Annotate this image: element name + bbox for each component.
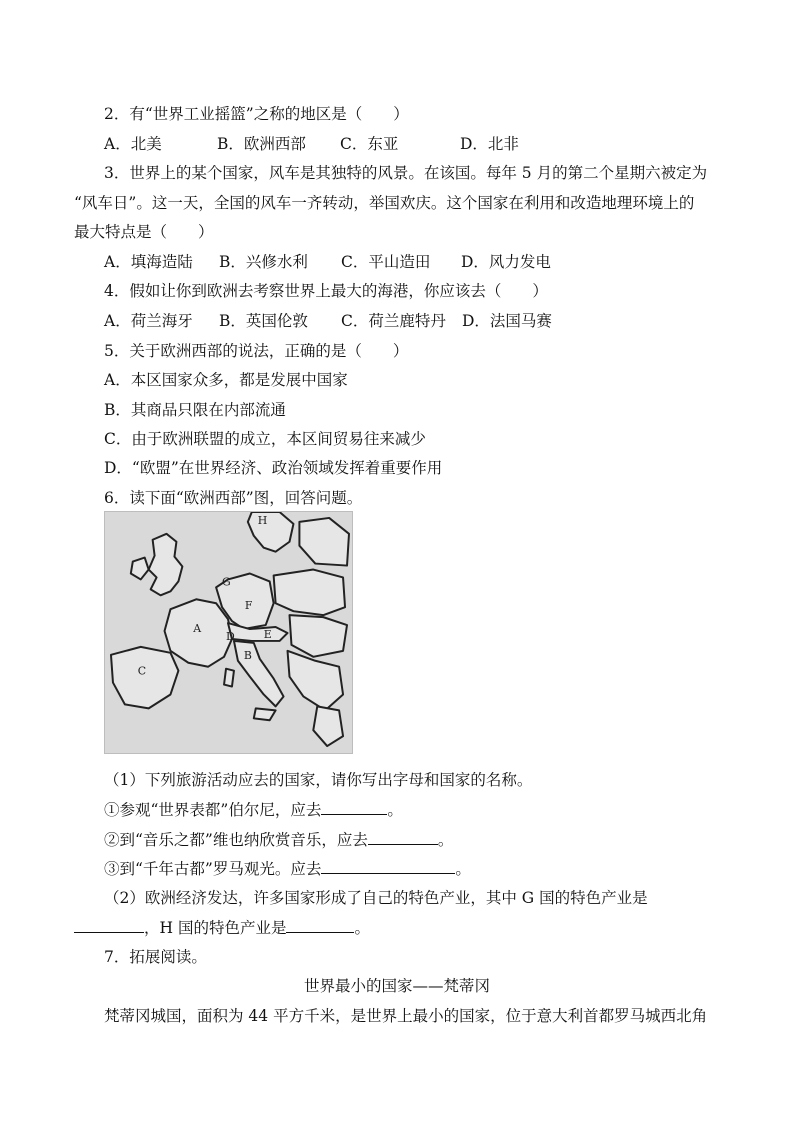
q2-option-b: B．欧洲西部 [217, 135, 306, 153]
q2-option-d: D．北非 [460, 135, 519, 153]
map-ireland [131, 558, 149, 580]
q6-item2-blank[interactable] [368, 829, 438, 845]
q6-sub2-line1: （2）欧洲经济发达，许多国家形成了自己的特色产业，其中 G 国的特色产业是 [104, 889, 648, 907]
q6-item2 [104, 829, 453, 851]
map-balkans [288, 651, 344, 711]
q5-option-c: C．由于欧洲联盟的成立，本区间贸易往来减少 [104, 430, 426, 448]
map-island-corsica [224, 669, 234, 687]
q4-stem: 4．假如让你到欧洲去考察世界上最大的海港，你应该去（ ） [104, 282, 548, 300]
map-scandinavia [248, 512, 294, 552]
q6-sub2-line2 [74, 917, 370, 939]
q5-option-d: D．“欧盟”在世界经济、政治领域发挥着重要作用 [104, 459, 443, 477]
map-label-h: H [257, 513, 268, 527]
map-island-sicily [254, 708, 276, 720]
map-east-north [274, 570, 345, 616]
q6-item1-text: ①参观“世界表都”伯尔尼，应去 [104, 801, 322, 819]
q6-item3-period: 。 [455, 860, 471, 878]
q6-item2-period: 。 [437, 831, 454, 849]
q6-sub1: （1）下列旅游活动应去的国家，请你写出字母和国家的名称。 [104, 771, 533, 789]
q6-sub2-mid: ，H 国的特色产业是 [144, 919, 287, 937]
q6-item2-text: ②到“音乐之都”维也纳欣赏音乐，应去 [104, 831, 368, 849]
q3-stem-line3: 最大特点是（ ） [74, 223, 214, 241]
map-figure [105, 512, 352, 753]
map-country-b [234, 641, 284, 706]
q3-options [104, 251, 551, 273]
q5-option-a: A．本区国家众多，都是发展中国家 [104, 371, 348, 389]
q6-item1-blank[interactable] [321, 799, 387, 815]
q6-item1 [104, 799, 403, 821]
q3-option-a: A．填海造陆 [104, 253, 193, 271]
q7-title: 世界最小的国家——梵蒂冈 [303, 977, 490, 995]
q5-option-b: B．其商品只限在内部流通 [104, 401, 286, 419]
q6-stem: 6．读下面“欧洲西部”图，回答问题。 [104, 489, 363, 507]
q3-option-b: B．兴修水利 [219, 253, 308, 271]
q4-option-a: A．荷兰海牙 [104, 312, 193, 330]
q2-options [104, 133, 519, 155]
q4-option-b: B．英国伦敦 [219, 312, 308, 330]
q3-option-c: C．平山造田 [341, 253, 431, 271]
q3-stem-line2: “风车日”。这一天，全国的风车一齐转动，举国欢庆。这个国家在利用和改造地理环境上的 [74, 194, 695, 212]
q4-option-c: C．荷兰鹿特丹 [341, 312, 446, 330]
map-label-b: B [243, 648, 252, 662]
map-label-f: F [244, 599, 253, 613]
western-europe-map [104, 511, 353, 754]
q6-item1-period: 。 [387, 801, 403, 819]
map-label-e: E [263, 627, 272, 641]
q6-item3 [104, 858, 471, 880]
q6-sub2-period: 。 [354, 919, 370, 937]
q3-option-d: D．风力发电 [461, 253, 551, 271]
map-label-d: D [226, 629, 235, 643]
q4-options [104, 310, 552, 332]
q7-stem: 7．拓展阅读。 [104, 948, 207, 966]
q6-item3-blank[interactable] [321, 858, 455, 874]
q7-text: 梵蒂冈城国，面积为 44 平方千米，是世界上最小的国家，位于意大利首都罗马城西北角 [104, 1007, 708, 1025]
q6-sub2-blank-g[interactable] [74, 917, 144, 933]
q6-sub2-blank-h[interactable] [286, 917, 354, 933]
q4-option-d: D．法国马赛 [462, 312, 552, 330]
q3-stem-line1: 3．世界上的某个国家，风车是其独特的风景。在该国。每年 5 月的第二个星期六被定为 [104, 164, 708, 182]
map-label-g: G [222, 575, 231, 589]
q2-option-c: C．东亚 [340, 135, 399, 153]
map-greece [313, 706, 343, 746]
map-britain [149, 534, 183, 595]
q5-stem: 5．关于欧洲西部的说法，正确的是（ ） [104, 342, 409, 360]
map-baltic [299, 518, 349, 566]
map-label-c: C [137, 664, 147, 678]
q6-item3-text: ③到“千年古都”罗马观光。应去 [104, 860, 322, 878]
q2-option-a: A．北美 [104, 135, 162, 153]
map-east-mid [289, 615, 347, 657]
map-label-a: A [193, 622, 202, 636]
q2-stem: 2．有“世界工业摇篮”之称的地区是（ ） [104, 105, 409, 123]
